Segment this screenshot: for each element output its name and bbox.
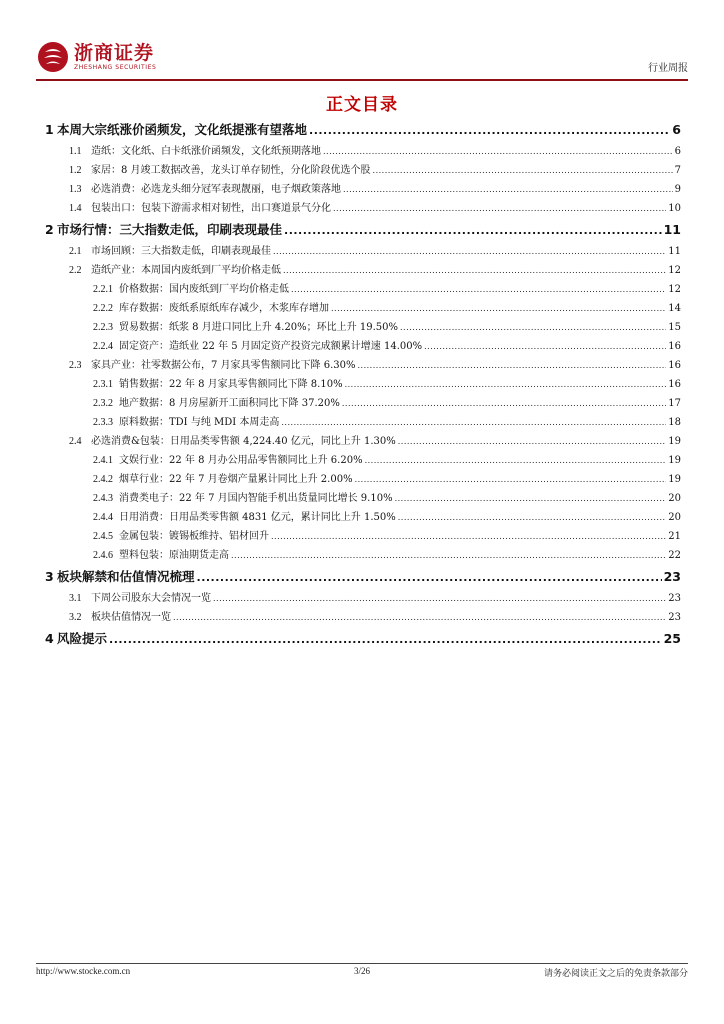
toc-entry-level-2[interactable] bbox=[45, 242, 681, 261]
toc-entry-title: 烟草行业：22 年 7 月卷烟产量累计同比上升 2.00% bbox=[119, 474, 353, 485]
toc-entry-page: 22 bbox=[668, 550, 681, 561]
toc-leader-dots bbox=[355, 474, 667, 485]
logo-icon bbox=[36, 40, 70, 74]
footer-divider bbox=[36, 963, 688, 964]
toc-leader-dots bbox=[395, 493, 667, 504]
toc-entry-title: 板块解禁和估值情况梳理 bbox=[57, 569, 195, 584]
toc-entry-title: 原料数据：TDI 与纯 MDI 本周走高 bbox=[119, 417, 280, 428]
toc-entry-level-3[interactable] bbox=[45, 394, 681, 413]
toc-leader-dots bbox=[309, 122, 670, 137]
toc-entry-level-3[interactable] bbox=[45, 470, 681, 489]
toc-entry-title: 市场回顾：三大指数走低，印刷表现最佳 bbox=[91, 246, 271, 257]
toc-entry-level-2[interactable] bbox=[45, 142, 681, 161]
toc-entry-level-2[interactable] bbox=[45, 356, 681, 375]
toc-entry-number: 2.4.1 bbox=[93, 455, 113, 466]
toc-leader-dots bbox=[424, 341, 666, 352]
toc-entry-page: 23 bbox=[663, 569, 681, 584]
toc-leader-dots bbox=[109, 631, 662, 646]
toc-entry-page: 23 bbox=[668, 593, 681, 604]
footer-disclaimer: 请务必阅读正文之后的免责条款部分 bbox=[543, 969, 688, 979]
toc-entry-title: 消费类电子：22 年 7 月国内智能手机出货量同比增长 9.10% bbox=[119, 493, 393, 504]
toc-entry-title: 地产数据：8 月房屋新开工面积同比下降 37.20% bbox=[119, 398, 340, 409]
toc-entry-number: 2.2.4 bbox=[93, 341, 113, 352]
toc-leader-dots bbox=[365, 455, 667, 466]
toc-entry-number: 4 bbox=[45, 631, 54, 646]
toc-entry-page: 9 bbox=[674, 184, 681, 195]
toc-entry-number: 2.4.5 bbox=[93, 531, 113, 542]
footer-url[interactable]: http://www.stocke.com.cn bbox=[36, 966, 131, 976]
toc-leader-dots bbox=[333, 203, 666, 214]
toc-entry-number: 2.2.1 bbox=[93, 284, 113, 295]
toc-entry-title: 市场行情：三大指数走低，印刷表现最佳 bbox=[57, 222, 283, 237]
toc-entry-title: 塑料包装：原油期货走高 bbox=[119, 550, 229, 561]
toc-entry-number: 1.2 bbox=[69, 165, 82, 176]
toc-entry-page: 19 bbox=[668, 474, 681, 485]
toc-entry-page: 18 bbox=[668, 417, 681, 428]
toc-entry-title: 价格数据：国内废纸到厂平均价格走低 bbox=[119, 284, 289, 295]
toc-entry-title: 必选消费：必选龙头细分冠军表现靓丽，电子烟政策落地 bbox=[91, 184, 341, 195]
toc-entry-level-3[interactable] bbox=[45, 413, 681, 432]
toc-entry-title: 金属包装：镀锡板维持、铝材回升 bbox=[119, 531, 269, 542]
toc-entry-page: 11 bbox=[668, 246, 681, 257]
toc-leader-dots bbox=[343, 184, 673, 195]
toc-leader-dots bbox=[358, 360, 667, 371]
toc-leader-dots bbox=[173, 612, 666, 623]
toc-entry-page: 6 bbox=[674, 146, 681, 157]
header-divider bbox=[36, 79, 688, 81]
page-footer bbox=[36, 966, 688, 980]
toc-leader-dots bbox=[213, 593, 666, 604]
toc-leader-dots bbox=[281, 417, 666, 428]
toc-leader-dots bbox=[398, 512, 667, 523]
toc-entry-number: 2.4.3 bbox=[93, 493, 113, 504]
toc-entry-number: 1.1 bbox=[69, 146, 82, 157]
toc-entry-number: 3 bbox=[45, 569, 54, 584]
toc-entry-page: 20 bbox=[668, 493, 681, 504]
toc-leader-dots bbox=[231, 550, 666, 561]
toc-entry-number: 2.2.2 bbox=[93, 303, 113, 314]
toc-entry-level-2[interactable] bbox=[45, 180, 681, 199]
toc-entry-number: 2.3.1 bbox=[93, 379, 113, 390]
toc-entry-number: 2.3 bbox=[69, 360, 82, 371]
toc-entry-title: 板块估值情况一览 bbox=[91, 612, 171, 623]
toc-leader-dots bbox=[273, 246, 666, 257]
toc-entry-title: 包装出口：包装下游需求相对韧性，出口赛道景气分化 bbox=[91, 203, 331, 214]
toc-entry-number: 2.3.2 bbox=[93, 398, 113, 409]
toc-entry-number: 2.3.3 bbox=[93, 417, 113, 428]
toc-entry-level-3[interactable] bbox=[45, 280, 681, 299]
toc-entry-page: 15 bbox=[668, 322, 681, 333]
toc-entry-page: 20 bbox=[668, 512, 681, 523]
toc-entry-title: 固定资产：造纸业 22 年 5 月固定资产投资完成额累计增速 14.00% bbox=[119, 341, 423, 352]
toc-entry-number: 1.4 bbox=[69, 203, 82, 214]
toc-entry-title: 库存数据：废纸系原纸库存减少，木浆库存增加 bbox=[119, 303, 329, 314]
toc-entry-level-3[interactable] bbox=[45, 546, 681, 565]
company-logo bbox=[36, 40, 156, 74]
toc-entry-level-3[interactable] bbox=[45, 489, 681, 508]
toc-entry-number: 2.2 bbox=[69, 265, 82, 276]
toc-entry-title: 销售数据：22 年 8 月家具零售额同比下降 8.10% bbox=[119, 379, 343, 390]
toc-entry-title: 日用消费：日用品类零售额 4831 亿元，累计同比上升 1.50% bbox=[119, 512, 396, 523]
toc-leader-dots bbox=[284, 222, 662, 237]
toc-entry-number: 3.1 bbox=[69, 593, 82, 604]
toc-entry-page: 19 bbox=[668, 436, 681, 447]
toc-entry-page: 16 bbox=[668, 360, 681, 371]
toc-entry-level-1[interactable] bbox=[45, 627, 681, 651]
toc-entry-level-2[interactable] bbox=[45, 199, 681, 218]
toc-entry-number: 2.4.6 bbox=[93, 550, 113, 561]
toc-entry-page: 17 bbox=[668, 398, 681, 409]
toc-entry-page: 19 bbox=[668, 455, 681, 466]
toc-entry-level-3[interactable] bbox=[45, 451, 681, 470]
toc-leader-dots bbox=[323, 146, 673, 157]
toc-leader-dots bbox=[373, 165, 673, 176]
toc-entry-level-3[interactable] bbox=[45, 375, 681, 394]
toc-entry-level-2[interactable] bbox=[45, 261, 681, 280]
toc-entry-title: 本周大宗纸涨价函频发，文化纸提涨有望落地 bbox=[57, 122, 308, 137]
toc-entry-level-3[interactable] bbox=[45, 299, 681, 318]
logo-name-en: ZHESHANG SECURITIES bbox=[74, 63, 157, 71]
toc-leader-dots bbox=[271, 531, 666, 542]
toc-entry-title: 家居：8 月竣工数据改善，龙头订单存韧性，分化阶段优选个股 bbox=[91, 165, 371, 176]
toc-entry-level-1[interactable] bbox=[45, 218, 681, 242]
toc-entry-level-3[interactable] bbox=[45, 527, 681, 546]
toc-entry-page: 16 bbox=[668, 341, 681, 352]
toc-entry-title: 必选消费&包装：日用品类零售额 4,224.40 亿元，同比上升 1.30% bbox=[91, 436, 396, 447]
toc-entry-title: 家具产业：社零数据公布，7 月家具零售额同比下降 6.30% bbox=[91, 360, 356, 371]
toc-entry-number: 1.3 bbox=[69, 184, 82, 195]
toc-entry-number: 1 bbox=[45, 122, 54, 137]
page-number: 3/26 bbox=[353, 966, 370, 976]
toc-entry-level-3[interactable] bbox=[45, 318, 681, 337]
toc-entry-page: 14 bbox=[668, 303, 681, 314]
toc-entry-number: 2.4.2 bbox=[93, 474, 113, 485]
toc-entry-number: 2.4 bbox=[69, 436, 82, 447]
toc-entry-level-1[interactable] bbox=[45, 118, 681, 142]
toc-entry-title: 下周公司股东大会情况一览 bbox=[91, 593, 211, 604]
toc-entry-level-2[interactable] bbox=[45, 589, 681, 608]
toc-entry-number: 2 bbox=[45, 222, 54, 237]
toc-leader-dots bbox=[398, 436, 667, 447]
toc-leader-dots bbox=[283, 265, 666, 276]
toc-leader-dots bbox=[197, 569, 662, 584]
toc-entry-level-3[interactable] bbox=[45, 508, 681, 527]
toc-entry-title: 造纸产业：本周国内废纸到厂平均价格走低 bbox=[91, 265, 281, 276]
toc-entry-page: 6 bbox=[672, 122, 681, 137]
toc-entry-title: 风险提示 bbox=[57, 631, 108, 646]
toc-entry-title: 贸易数据：纸浆 8 月进口同比上升 4.20%；环比上升 19.50% bbox=[119, 322, 398, 333]
toc-entry-level-2[interactable] bbox=[45, 161, 681, 180]
toc-leader-dots bbox=[345, 379, 667, 390]
toc-entry-number: 2.1 bbox=[69, 246, 82, 257]
toc-entry-page: 21 bbox=[668, 531, 681, 542]
toc-leader-dots bbox=[342, 398, 666, 409]
toc-entry-page: 7 bbox=[674, 165, 681, 176]
toc-leader-dots bbox=[331, 303, 666, 314]
toc-entry-title: 文娱行业：22 年 8 月办公用品零售额同比上升 6.20% bbox=[119, 455, 363, 466]
toc-entry-page: 25 bbox=[663, 631, 681, 646]
toc-leader-dots bbox=[400, 322, 666, 333]
toc-entry-page: 11 bbox=[663, 222, 681, 237]
toc-entry-number: 2.2.3 bbox=[93, 322, 113, 333]
page-title: 正文目录 bbox=[326, 95, 398, 115]
toc-entry-page: 10 bbox=[668, 203, 681, 214]
toc-entry-level-2[interactable] bbox=[45, 608, 681, 627]
toc-entry-number: 2.4.4 bbox=[93, 512, 113, 523]
toc-entry-title: 造纸：文化纸、白卡纸涨价函频发，文化纸预期落地 bbox=[91, 146, 321, 157]
toc-entry-level-3[interactable] bbox=[45, 337, 681, 356]
toc-entry-page: 16 bbox=[668, 379, 681, 390]
toc-entry-number: 3.2 bbox=[69, 612, 82, 623]
logo-name-cn: 浙商证券 bbox=[74, 41, 155, 64]
toc-entry-level-2[interactable] bbox=[45, 432, 681, 451]
toc-entry-page: 12 bbox=[668, 265, 681, 276]
document-type: 行业周报 bbox=[648, 63, 688, 74]
page-header bbox=[36, 40, 688, 78]
toc-entry-level-1[interactable] bbox=[45, 565, 681, 589]
toc-entry-page: 12 bbox=[668, 284, 681, 295]
toc-leader-dots bbox=[291, 284, 666, 295]
table-of-contents bbox=[45, 118, 681, 651]
toc-entry-page: 23 bbox=[668, 612, 681, 623]
